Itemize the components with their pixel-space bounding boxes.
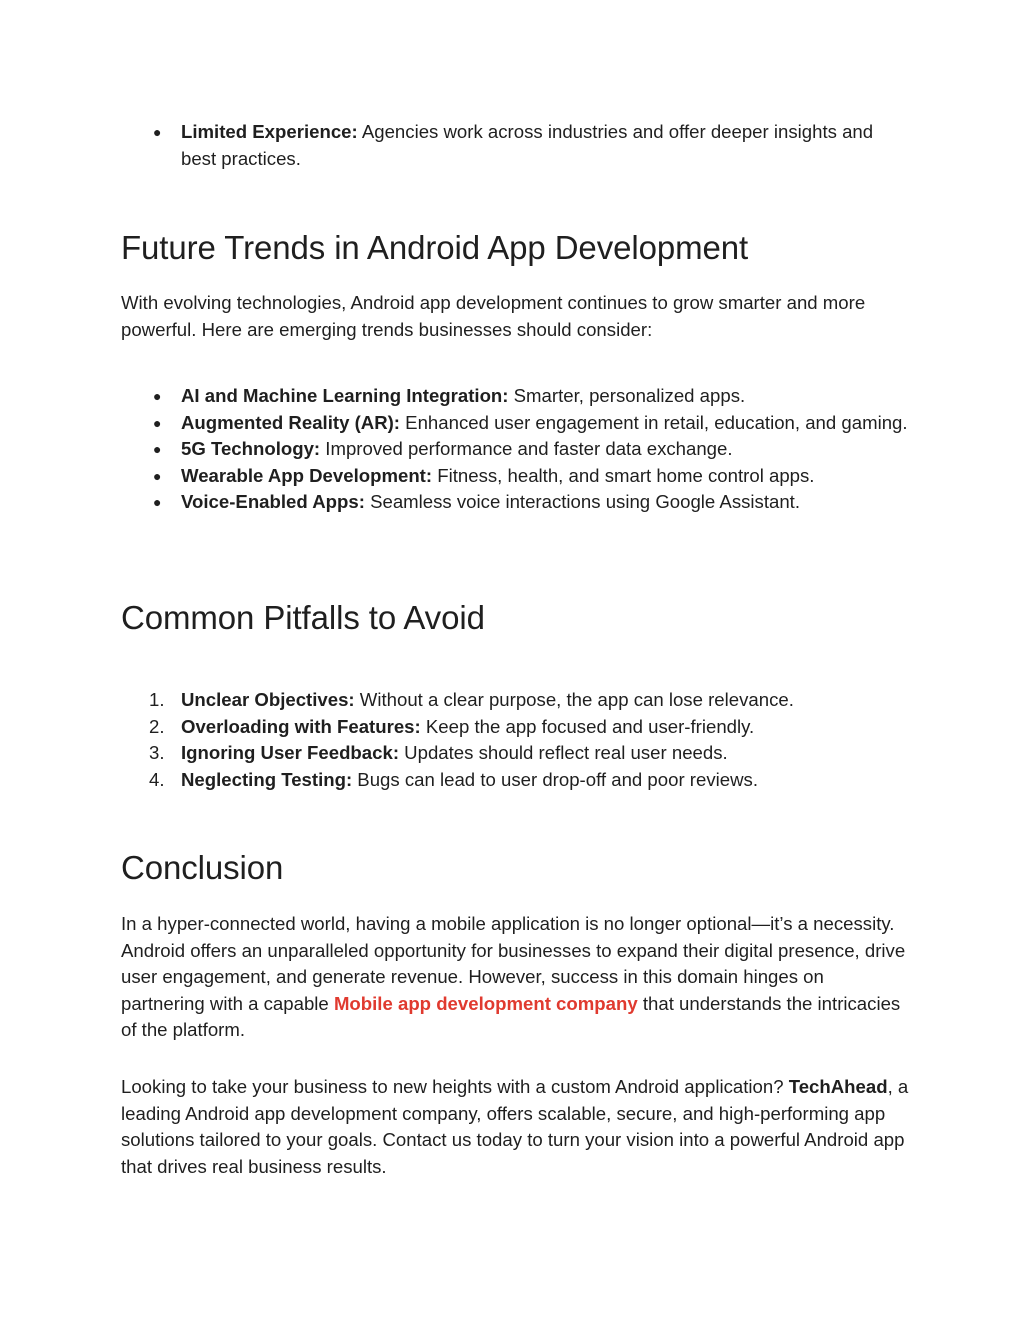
list-item-text: Fitness, health, and smart home control apps. bbox=[432, 464, 815, 486]
list-item-text: Keep the app focused and user-friendly. bbox=[420, 715, 755, 737]
list-item-title: Overloading with Features: bbox=[181, 715, 421, 737]
list-item bbox=[121, 436, 911, 463]
list-item-title: AI and Machine Learning Integration: bbox=[181, 385, 509, 406]
brand-name: TechAhead bbox=[788, 1076, 888, 1097]
conclusion-paragraph-2 bbox=[121, 1074, 911, 1180]
list-number: 2. bbox=[149, 715, 165, 737]
bullet-icon: ● bbox=[153, 388, 162, 404]
list-item-title: 5G Technology: bbox=[181, 438, 321, 459]
paragraph-text: , a leading Android app development company, offers scalable, secure, and high-performing app solutions tailored to your goals. Contact us today to turn your vision into a powerful Android app that drives real business results. bbox=[121, 1076, 909, 1177]
list-item bbox=[121, 119, 911, 172]
bullet-icon: ● bbox=[153, 494, 162, 510]
list-item-text: Improved performance and faster data exchange. bbox=[320, 438, 733, 459]
list-number: 3. bbox=[149, 742, 165, 763]
list-item-text: Updates should reflect real user needs. bbox=[399, 742, 728, 763]
list-item-text: Enhanced user engagement in retail, education, and gaming. bbox=[400, 411, 908, 433]
paragraph-text: Looking to take your business to new heights with a custom Android application? bbox=[121, 1076, 789, 1097]
list-item bbox=[121, 767, 911, 794]
paragraph-text: that understands the intricacies of the platform. bbox=[121, 992, 901, 1040]
list-item-title: Unclear Objectives: bbox=[181, 689, 355, 710]
list-item-title: Wearable App Development: bbox=[181, 464, 433, 486]
list-item-text: Seamless voice interactions using Google Assistant. bbox=[364, 491, 801, 512]
trends-intro-paragraph: With evolving technologies, Android app development continues to grow smarter and more powerful. Here are emerging trends businesses should consider: bbox=[121, 292, 866, 340]
pitfalls-numbered-list bbox=[121, 687, 911, 793]
list-item-title: Limited Experience: bbox=[181, 121, 358, 142]
list-number: 4. bbox=[149, 768, 165, 790]
list-item-title: Augmented Reality (AR): bbox=[181, 411, 401, 433]
bullet-icon: ● bbox=[153, 414, 162, 431]
trends-bullet-list bbox=[121, 383, 911, 516]
mobile-app-company-link[interactable]: Mobile app development company bbox=[333, 992, 638, 1014]
list-item bbox=[121, 410, 911, 437]
bullet-icon: ● bbox=[153, 124, 162, 140]
paragraph-text: In a hyper-connected world, having a mobile application is no longer optional—it’s a necessity. Android offers an unparalleled opportunity for businesses to expand their digital presence, drive user engagement, and generate revenue. However, success in this domain hinges on partnering with a capable bbox=[121, 913, 906, 1014]
list-item bbox=[121, 714, 911, 741]
list-item bbox=[121, 687, 911, 714]
list-item-title: Neglecting Testing: bbox=[181, 768, 353, 790]
list-item-text: Bugs can lead to user drop-off and poor reviews. bbox=[352, 768, 758, 790]
top-bullet-list bbox=[121, 119, 911, 172]
list-item-title: Ignoring User Feedback: bbox=[181, 742, 400, 763]
list-item-title: Voice-Enabled Apps: bbox=[181, 491, 365, 512]
section-heading-trends: Future Trends in Android App Development bbox=[121, 229, 749, 266]
section-heading-conclusion: Conclusion bbox=[121, 849, 284, 886]
list-item bbox=[121, 463, 911, 490]
list-item bbox=[121, 383, 911, 410]
list-item-text: Smarter, personalized apps. bbox=[508, 385, 746, 406]
list-number: 1. bbox=[149, 689, 165, 710]
bullet-icon: ● bbox=[153, 467, 162, 484]
section-heading-pitfalls: Common Pitfalls to Avoid bbox=[121, 599, 485, 636]
bullet-icon: ● bbox=[153, 441, 162, 457]
list-item bbox=[121, 740, 911, 767]
list-item-text: Without a clear purpose, the app can lose relevance. bbox=[354, 689, 794, 710]
conclusion-paragraph-1 bbox=[121, 911, 911, 1044]
list-item bbox=[121, 489, 911, 516]
list-item-text: Agencies work across industries and offer deeper insights and best practices. bbox=[181, 121, 874, 169]
